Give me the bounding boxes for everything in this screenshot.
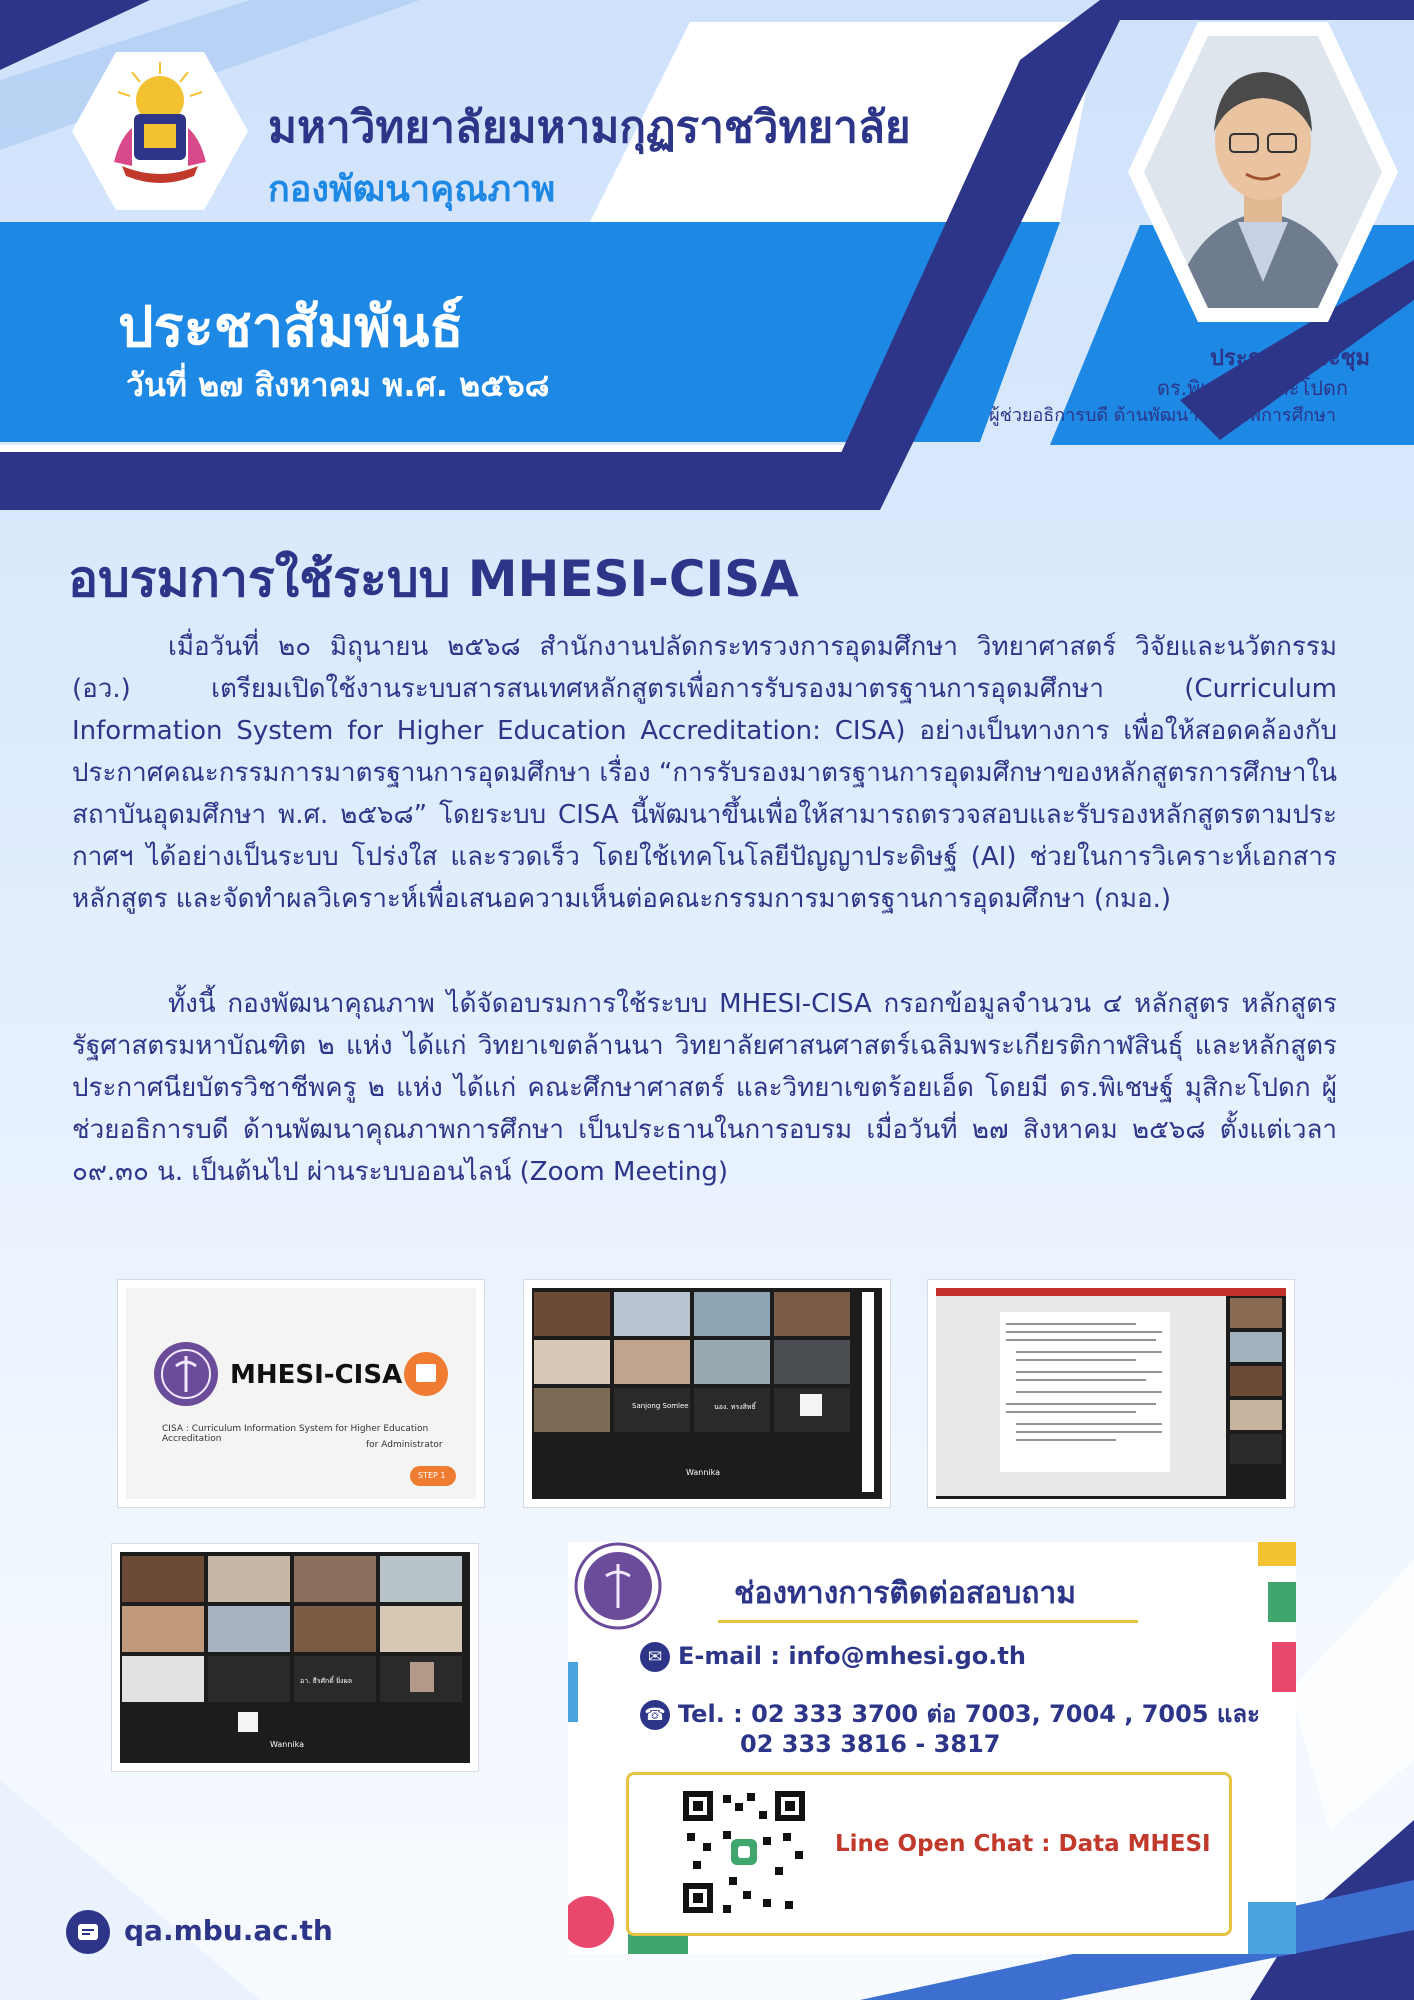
- line-open-chat[interactable]: Line Open Chat : Data MHESI: [835, 1831, 1211, 1857]
- article-paragraph-2: ทั้งนี้ กองพัฒนาคุณภาพ ได้จัดอบรมการใช้ระบบ MHESI-CISA กรอกข้อมูลจำนวน ๔ หลักสูตร หลักสูตรรัฐศาสตรมหาบัณฑิต ๒ แห่ง ได้แก่ วิทยาเขตล้านนา วิทยาลัยศาสนศาสตร์เฉลิมพระเกียรติกาฬสินธุ์ และหลักสูตรประกาศนียบัตรวิชาชีพครู ๒ แห่ง ได้แก่ คณะศึกษาศาสตร์ และวิทยาเขตร้อยเอ็ด โดยมี ดร.พิเชษฐ์ มุสิกะโปดก ผู้ช่วยอธิการบดี ด้านพัฒนาคุณภาพการศึกษา เป็นประธานในการอบรม เมื่อวันที่ ๒๗ สิงหาคม ๒๕๖๘ ตั้งแต่เวลา ๐๙.๓๐ น. เป็นต้นไป ผ่านระบบออนไลน์ (Zoom Meeting): [72, 989, 1337, 1187]
- photo-shared-document: [928, 1280, 1294, 1507]
- email-text: E-mail : info@mhesi.go.th: [678, 1642, 1026, 1670]
- zoom-name-3: อา. ธีรศักดิ์ ยิ่งผล: [300, 1677, 352, 1685]
- contact-title: ช่องทางการติดต่อสอบถาม: [734, 1576, 1077, 1611]
- photo-zoom-gallery-2: [112, 1544, 478, 1771]
- zoom-name-1: Sanjong Somlee: [632, 1402, 689, 1410]
- line-box: [626, 1772, 1232, 1936]
- contact-email: [640, 1642, 1026, 1672]
- article-headline: อบรมการใช้ระบบ MHESI-CISA: [68, 550, 799, 608]
- chair-role: ประธานที่ประชุม: [1210, 346, 1370, 371]
- slide-step: STEP 1: [418, 1471, 446, 1480]
- university-name: มหาวิทยาลัยมหามกุฏราชวิทยาลัย: [268, 102, 911, 153]
- contact-phone: [640, 1694, 1260, 1733]
- slide-subtitle: CISA : Curriculum Information System for Higher Education Accreditation: [162, 1424, 429, 1444]
- zoom-label-2: Wannika: [270, 1740, 305, 1749]
- chair-photo: [1128, 22, 1398, 322]
- slide-subtitle-2: for Administrator: [366, 1440, 443, 1450]
- website-url[interactable]: qa.mbu.ac.th: [124, 1914, 333, 1947]
- university-logo: [72, 52, 248, 210]
- zoom-name-2: นอง. ทรงสิทธิ์: [714, 1403, 756, 1411]
- zoom-label: Wannika: [686, 1468, 721, 1477]
- tel-text-2: 02 333 3816 - 3817: [740, 1730, 1001, 1758]
- web-icon: [66, 1910, 110, 1954]
- tel-text: Tel. : 02 333 3700 ต่อ 7003, 7004 , 7005 และ: [678, 1700, 1260, 1728]
- photo-slide: [118, 1280, 484, 1507]
- article-paragraph-1: เมื่อวันที่ ๒๐ มิถุนายน ๒๕๖๘ สำนักงานปลัดกระทรวงการอุดมศึกษา วิทยาศาสตร์ วิจัยและนวัตกรรม (อว.) เตรียมเปิดใช้งานระบบสารสนเทศหลักสูตรเพื่อการรับรองมาตรฐานการอุดมศึกษา (Curriculum Information System for Higher Education Accreditation: CISA) อย่างเป็นทางการ เพื่อให้สอดคล้องกับประกาศคณะกรรมการมาตรฐานการอุดมศึกษา เรื่อง “การรับรองมาตรฐานการอุดมศึกษาของหลักสูตรการศึกษาในสถาบันอุดมศึกษา พ.ศ. ๒๕๖๘” โดยระบบ CISA นี้พัฒนาขึ้นเพื่อให้สามารถตรวจสอบและรับรองหลักสูตรตามประกาศฯ ได้อย่างเป็นระบบ โปร่งใส และรวดเร็ว โดยใช้เทคโนโลยีปัญญาประดิษฐ์ (AI) ช่วยในการวิเคราะห์เอกสารหลักสูตร และจัดทำผลวิเคราะห์เพื่อเสนอความเห็นต่อคณะกรรมการมาตรฐานการอุดมศึกษา (กมอ.): [72, 632, 1337, 914]
- department-name: กองพัฒนาคุณภาพ: [268, 169, 556, 210]
- chair-position: ผู้ช่วยอธิการบดี ด้านพัฒนาคุณภาพการศึกษา: [989, 405, 1336, 426]
- contact-card: [568, 1542, 1296, 1954]
- phone-icon: ☎: [640, 1700, 670, 1730]
- slide-title: MHESI-CISA: [230, 1360, 403, 1390]
- chair-name: ดร.พิเชษฐ์ มุสิกะโปดก: [1156, 376, 1348, 400]
- announcement-date: วันที่ ๒๗ สิงหาคม พ.ศ. ๒๕๖๘: [126, 366, 550, 404]
- pr-title: ประชาสัมพันธ์: [118, 295, 464, 360]
- photo-zoom-gallery: [524, 1280, 890, 1507]
- mail-icon: ✉: [640, 1642, 670, 1672]
- qr-code: [673, 1781, 815, 1923]
- contact-title-underline: [718, 1620, 1138, 1623]
